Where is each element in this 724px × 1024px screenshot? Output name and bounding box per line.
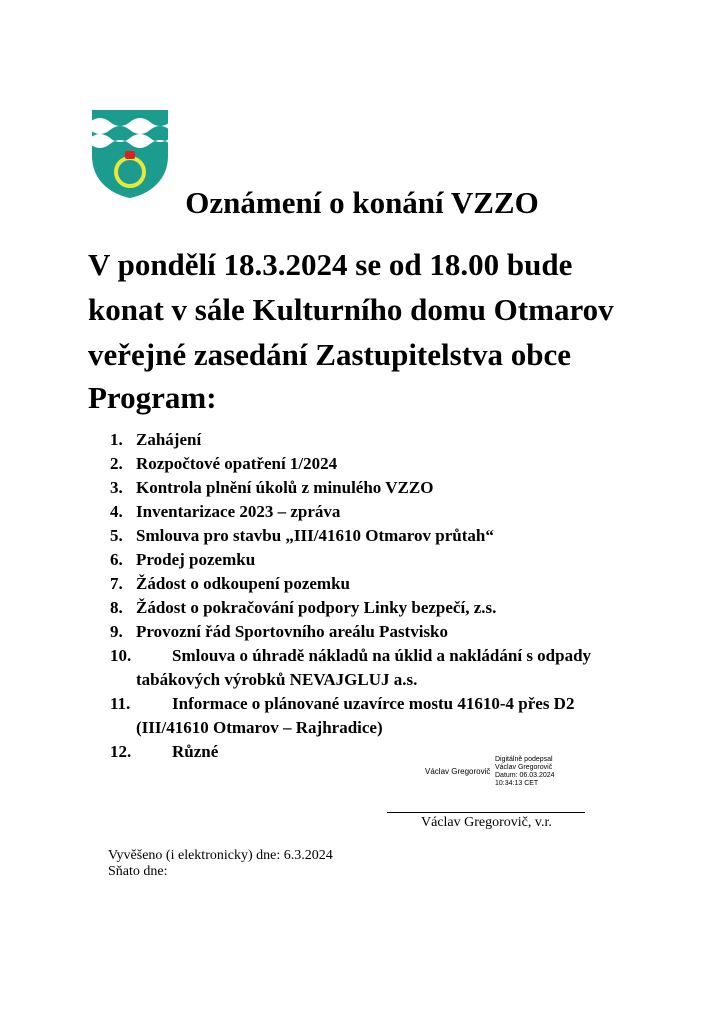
- agenda-item-number: 6.: [110, 550, 123, 569]
- agenda-item-number: 12.: [110, 742, 132, 761]
- agenda-item-text: Informace o plánované uzavírce mostu 41610-4 přes D2: [172, 694, 575, 713]
- agenda-item-number: 11.: [110, 694, 131, 713]
- agenda-list: [110, 428, 670, 764]
- agenda-item-text: Rozpočtové opatření 1/2024: [136, 454, 338, 473]
- signature-line: [387, 812, 585, 813]
- agenda-item-text: Různé: [172, 742, 219, 761]
- agenda-item-text: Provozní řád Sportovního areálu Pastvisko: [136, 622, 449, 641]
- agenda-item-number: 4.: [110, 502, 123, 521]
- agenda-item: [110, 524, 670, 548]
- notice-line: konat v sále Kulturního domu Otmarov: [88, 292, 614, 327]
- agenda-item-number: 2.: [110, 454, 123, 473]
- agenda-item: [110, 476, 670, 500]
- agenda-item: [110, 692, 670, 740]
- agenda-item-number: 9.: [110, 622, 123, 641]
- meeting-notice: [88, 242, 688, 377]
- agenda-item-number: 7.: [110, 574, 123, 593]
- signer-name: Václav Gregorovič, v.r.: [421, 815, 552, 830]
- agenda-item: [110, 620, 670, 644]
- agenda-item-number: 10.: [110, 646, 132, 665]
- agenda-item-number: 1.: [110, 430, 123, 449]
- agenda-item: [110, 644, 670, 692]
- digital-signature-name: Václav Gregorovič: [425, 767, 491, 776]
- agenda-item-number: 3.: [110, 478, 123, 497]
- posted-date: Vyvěšeno (i elektronicky) dne: 6.3.2024: [108, 848, 333, 863]
- agenda-item-text: Žádost o odkoupení pozemku: [136, 574, 350, 593]
- signature-detail-line: Digitálně podepsal: [495, 756, 553, 763]
- page-title: Oznámení o konání VZZO: [185, 185, 539, 220]
- agenda-item: [110, 572, 670, 596]
- signature-detail-line: Václav Gregorovič: [495, 764, 553, 771]
- agenda-item-text: Inventarizace 2023 – zpráva: [136, 502, 341, 521]
- signature-detail-line: Datum: 06.03.2024: [495, 772, 555, 779]
- agenda-item-text: Smlouva o úhradě nákladů na úklid a nakládání s odpady: [172, 646, 592, 665]
- agenda-item-number: 5.: [110, 526, 123, 545]
- removed-date: Sňato dne:: [108, 864, 168, 879]
- agenda-item-text: Zahájení: [136, 430, 202, 449]
- agenda-item: [110, 428, 670, 452]
- agenda-item-number: 8.: [110, 598, 123, 617]
- agenda-item-continuation: tabákových výrobků NEVAJGLUJ a.s.: [136, 670, 418, 689]
- agenda-item-text: Kontrola plnění úkolů z minulého VZZO: [136, 478, 434, 497]
- program-heading: Program:: [88, 380, 217, 415]
- agenda-item-continuation: (III/41610 Otmarov – Rajhradice): [136, 718, 383, 737]
- agenda-item: [110, 740, 670, 764]
- agenda-item: [110, 500, 670, 524]
- agenda-item-text: Smlouva pro stavbu „III/41610 Otmarov průtah“: [136, 526, 494, 545]
- posting-info: [108, 848, 333, 880]
- signature-detail-line: 10:34:13 CET: [495, 780, 539, 787]
- agenda-item: [110, 548, 670, 572]
- notice-line: V pondělí 18.3.2024 se od 18.00 bude: [88, 247, 573, 282]
- digital-signature-details: [495, 756, 555, 788]
- agenda-item: [110, 596, 670, 620]
- agenda-item-text: Žádost o pokračování podpory Linky bezpečí, z.s.: [136, 598, 497, 617]
- notice-line: veřejné zasedání Zastupitelstva obce: [88, 337, 572, 372]
- agenda-item: [110, 452, 670, 476]
- agenda-item-text: Prodej pozemku: [136, 550, 256, 569]
